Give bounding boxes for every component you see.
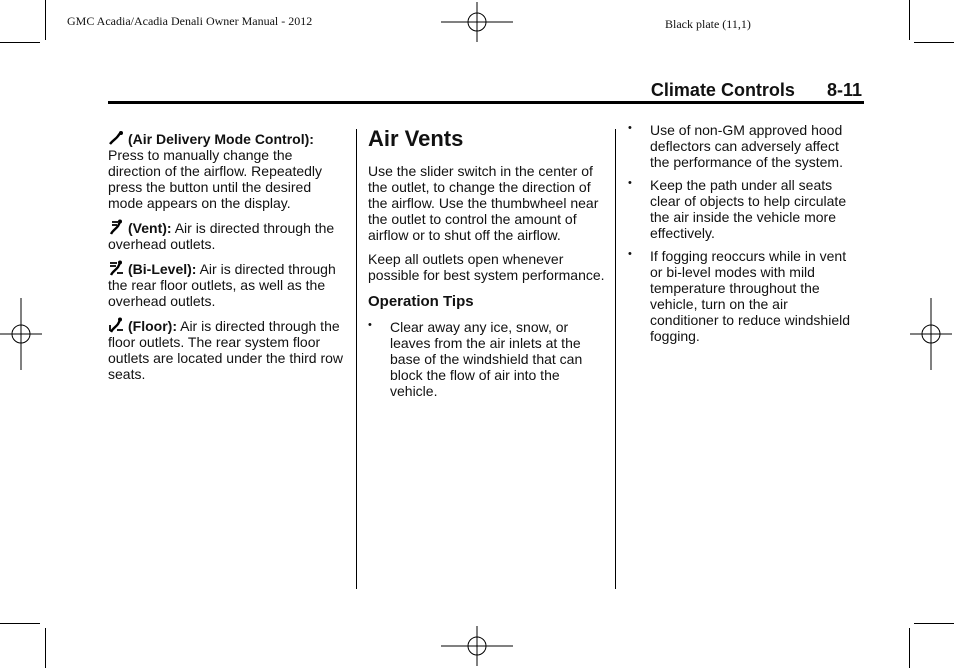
floor-mode-icon (108, 317, 124, 333)
bullet-icon: • (368, 319, 372, 331)
bi-level-mode-icon (108, 260, 124, 276)
page-number: 8-11 (826, 80, 862, 100)
bullet-icon: • (628, 177, 632, 189)
column-2 (368, 126, 608, 406)
manual-title: GMC Acadia/Acadia Denali Owner Manual - 2012 (67, 14, 313, 28)
registration-mark (441, 2, 513, 42)
column-1 (108, 130, 344, 390)
list-item (368, 319, 608, 399)
list-item (628, 248, 860, 344)
registration-mark (441, 626, 513, 666)
entry-text: Air is directed through the overhead outlets. (108, 220, 335, 252)
crop-mark (914, 42, 954, 43)
paragraph: Keep all outlets open whenever possible for best system performance. (368, 251, 605, 283)
section-header (651, 80, 862, 101)
entry-vent (108, 219, 344, 252)
tips-list (368, 319, 608, 399)
column-divider (615, 129, 616, 589)
entry-bi-level (108, 260, 344, 309)
list-item (628, 177, 860, 241)
entry-term: (Floor): (128, 318, 177, 334)
list-item-text: Use of non-GM approved hood deflectors can adversely affect the performance of the system. (650, 122, 843, 170)
entry-air-delivery (108, 130, 344, 211)
column-divider (356, 129, 357, 589)
crop-mark (909, 628, 910, 668)
list-item-text: Keep the path under all seats clear of objects to help circulate the air inside the vehicle more effectively. (650, 177, 847, 241)
bullet-icon: • (628, 122, 632, 134)
crop-mark (45, 628, 46, 668)
section-title: Climate Controls (650, 80, 795, 100)
crop-mark (0, 42, 40, 43)
entry-text: Air is directed through the floor outlets. The rear system floor outlets are located under the third row seats. (108, 318, 344, 382)
paragraph: Use the slider switch in the center of the outlet, to change the direction of the airflow. Use the thumbwheel near the outlet to control the amount of airflow or to shut off the airflow. (368, 163, 599, 243)
vent-mode-icon (108, 219, 124, 235)
list-item-text: If fogging reoccurs while in vent or bi-level modes with mild temperature throughout the vehicle, turn on the air conditioner to reduce windshield fogging. (650, 248, 851, 344)
entry-floor (108, 317, 344, 382)
air-delivery-mode-icon (108, 130, 124, 146)
crop-mark (45, 0, 46, 40)
subheading: Operation Tips (368, 293, 474, 310)
entry-term: (Bi-Level): (128, 261, 197, 277)
list-item-text: Clear away any ice, snow, or leaves from the air inlets at the base of the windshield that can block the flow of air into the vehicle. (390, 319, 583, 399)
crop-mark (914, 623, 954, 624)
plate-label: Black plate (11,1) (665, 17, 751, 31)
section-heading: Air Vents (368, 126, 464, 151)
list-item (628, 122, 860, 170)
entry-text: Press to manually change the direction of the airflow. Repeatedly press the button until the desired mode appears on the display. (108, 147, 323, 211)
column-3 (628, 122, 860, 351)
bullet-icon: • (628, 248, 632, 260)
entry-term: (Air Delivery Mode Control): (128, 131, 314, 147)
registration-mark (0, 298, 42, 370)
header-rule (108, 101, 864, 104)
entry-term: (Vent): (128, 220, 172, 236)
tips-list (628, 122, 860, 344)
entry-text: Air is directed through the rear floor outlets, as well as the overhead outlets. (108, 261, 336, 309)
registration-mark (910, 298, 952, 370)
crop-mark (0, 623, 40, 624)
crop-mark (909, 0, 910, 40)
